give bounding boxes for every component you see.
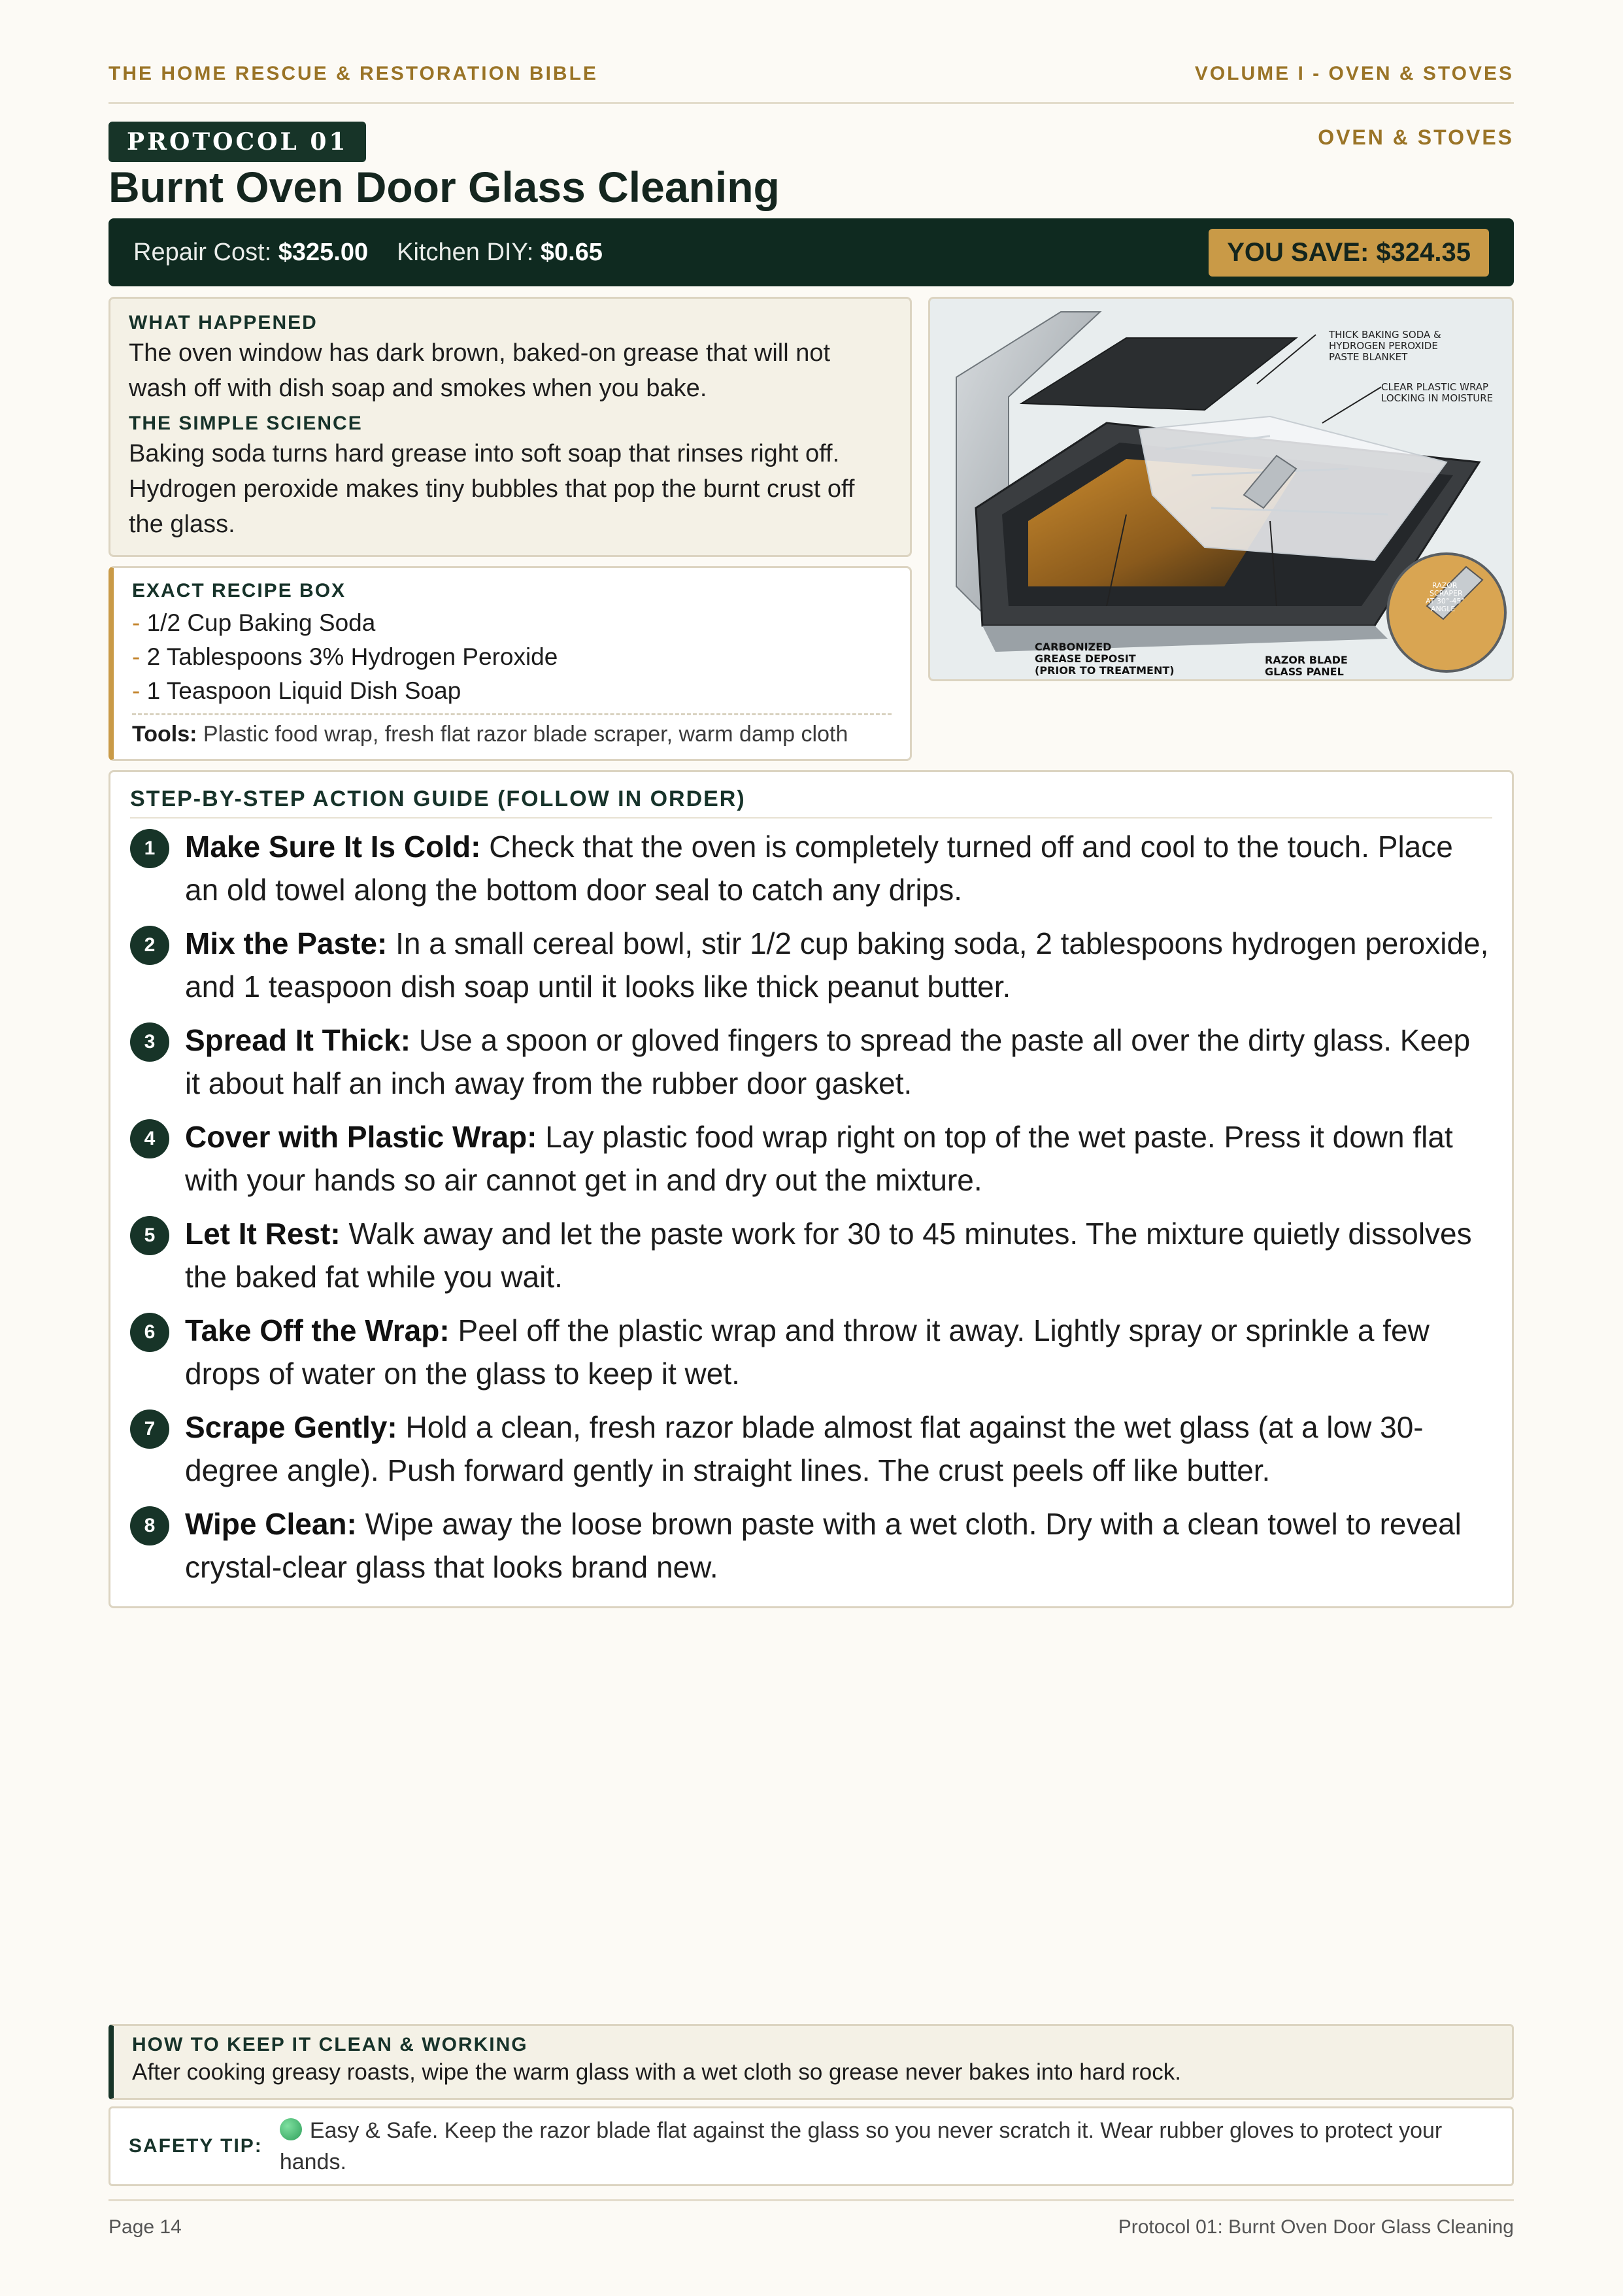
recipe-box xyxy=(109,566,912,761)
step-item xyxy=(130,825,1492,911)
step-title: Scrape Gently: xyxy=(185,1410,397,1444)
step-body xyxy=(185,1115,1492,1202)
step-description: Lay plastic food wrap right on top of the wet paste. Press it down flat with your hands so air cannot get in and dry out the mixture. xyxy=(185,1120,1453,1197)
step-number: 6 xyxy=(130,1313,169,1352)
recipe-item: - 2 Tablespoons 3% Hydrogen Peroxide xyxy=(132,643,558,670)
step-item xyxy=(130,1309,1492,1395)
step-body xyxy=(185,922,1492,1008)
step-number: 4 xyxy=(130,1119,169,1158)
what-happened-heading: WHAT HAPPENED xyxy=(129,312,318,333)
safety-text: Easy & Safe. Keep the razor blade flat against the glass so you never scratch it. Wear rubber gloves to protect your hands. xyxy=(279,2118,1443,2174)
steps-box xyxy=(109,770,1514,1608)
step-title: Let It Rest: xyxy=(185,1217,341,1251)
step-number: 7 xyxy=(130,1410,169,1449)
step-title: Spread It Thick: xyxy=(185,1023,411,1057)
header-divider xyxy=(109,102,1514,104)
step-title: Take Off the Wrap: xyxy=(185,1313,450,1347)
recipe-item: - 1/2 Cup Baking Soda xyxy=(132,609,376,636)
step-body xyxy=(185,1019,1492,1105)
running-header xyxy=(109,63,1514,85)
savings-badge: YOU SAVE: $324.35 xyxy=(1209,229,1489,277)
step-number: 3 xyxy=(130,1022,169,1062)
step-title: Make Sure It Is Cold: xyxy=(185,830,481,864)
steps-heading: STEP-BY-STEP ACTION GUIDE (FOLLOW IN ORDER) xyxy=(130,786,1492,819)
footer-divider xyxy=(109,2199,1514,2201)
safety-box xyxy=(109,2106,1514,2186)
diy-cost xyxy=(397,239,603,267)
oven-door-diagram xyxy=(930,299,1512,679)
safety-body xyxy=(280,2115,1494,2178)
page-footer xyxy=(109,2216,1514,2238)
step-number: 5 xyxy=(130,1216,169,1255)
repair-cost-value: $325.00 xyxy=(278,238,369,266)
repair-cost xyxy=(133,239,368,267)
tools-text: Plastic food wrap, fresh flat razor blade scraper, warm damp cloth xyxy=(203,722,848,747)
oven-door-illustration xyxy=(928,297,1514,681)
label-razor: RAZOR BLADE GLASS PANEL xyxy=(1265,654,1348,678)
step-item xyxy=(130,1115,1492,1202)
step-description: Hold a clean, fresh razor blade almost flat against the wet glass (at a low 30-degree angle). Push forward gently in straight lines. The crust peels off like butter. xyxy=(185,1410,1424,1487)
step-title: Mix the Paste: xyxy=(185,926,388,960)
step-body xyxy=(185,1309,1492,1395)
step-number: 8 xyxy=(130,1506,169,1545)
book-title: THE HOME RESCUE & RESTORATION BIBLE xyxy=(109,63,598,84)
step-item xyxy=(130,1502,1492,1589)
maintenance-heading: HOW TO KEEP IT CLEAN & WORKING xyxy=(132,2034,528,2055)
step-body xyxy=(185,1502,1492,1589)
recipe-item: - 1 Teaspoon Liquid Dish Soap xyxy=(132,677,461,704)
step-description: Walk away and let the paste work for 30 to 45 minutes. The mixture quietly dissolves the baked fat while you wait. xyxy=(185,1217,1472,1294)
maintenance-text: After cooking greasy roasts, wipe the warm glass with a wet cloth so grease never bakes into hard rock. xyxy=(132,2059,1181,2085)
page-number: Page 14 xyxy=(109,2216,182,2238)
diy-cost-label: Kitchen DIY: xyxy=(397,238,534,266)
tools-line xyxy=(132,713,892,749)
page xyxy=(109,0,1514,2296)
label-grease: CARBONIZED GREASE DEPOSIT (PRIOR TO TREATMENT) xyxy=(1035,641,1175,677)
step-description: In a small cereal bowl, stir 1/2 cup baking soda, 2 tablespoons hydrogen peroxide, and 1 teaspoon dish soap until it looks like thick peanut butter. xyxy=(185,926,1489,1004)
volume-label: VOLUME I - OVEN & STOVES xyxy=(1194,63,1514,84)
step-title: Wipe Clean: xyxy=(185,1507,357,1541)
tools-label: Tools: xyxy=(132,722,197,747)
step-title: Cover with Plastic Wrap: xyxy=(185,1120,537,1154)
step-description: Peel off the plastic wrap and throw it away. Lightly spray or sprinkle a few drops of water on the glass to keep it wet. xyxy=(185,1313,1430,1391)
step-body xyxy=(185,1406,1492,1492)
step-item xyxy=(130,1212,1492,1298)
category-label: OVEN & STOVES xyxy=(1318,126,1514,149)
step-number: 1 xyxy=(130,829,169,868)
problem-science-box xyxy=(109,297,912,557)
label-paste: THICK BAKING SODA & HYDROGEN PEROXIDE PASTE BLANKET xyxy=(1329,329,1441,363)
diy-cost-value: $0.65 xyxy=(540,238,603,266)
steps-list xyxy=(130,825,1492,1589)
label-inset: RAZOR SCRAPER AT 30°-45° ANGLE xyxy=(1426,581,1465,613)
recipe-list xyxy=(132,606,892,708)
step-description: Use a spoon or gloved fingers to spread the paste all over the dirty glass. Keep it about half an inch away from the rubber door gasket. xyxy=(185,1023,1471,1100)
protocol-badge: PROTOCOL 01 xyxy=(109,122,366,162)
step-body xyxy=(185,825,1492,911)
simple-science-heading: THE SIMPLE SCIENCE xyxy=(129,413,363,434)
what-happened-text: The oven window has dark brown, baked-on grease that will not wash off with dish soap and smokes when you bake. xyxy=(129,339,831,402)
footer-protocol-ref: Protocol 01: Burnt Oven Door Glass Cleaning xyxy=(1118,2216,1514,2238)
step-description: Wipe away the loose brown paste with a wet cloth. Dry with a clean towel to reveal crystal-clear glass that looks brand new. xyxy=(185,1507,1462,1584)
step-body xyxy=(185,1212,1492,1298)
step-item xyxy=(130,1019,1492,1105)
label-wrap: CLEAR PLASTIC WRAP LOCKING IN MOISTURE xyxy=(1381,381,1494,404)
step-description: Check that the oven is completely turned off and cool to the touch. Place an old towel along the bottom door seal to catch any drips. xyxy=(185,830,1453,907)
safety-label: SAFETY TIP: xyxy=(129,2135,263,2157)
maintenance-box xyxy=(109,2024,1514,2100)
repair-cost-label: Repair Cost: xyxy=(133,238,272,266)
cost-bar xyxy=(109,218,1514,286)
green-dot-icon xyxy=(280,2118,302,2140)
step-item xyxy=(130,922,1492,1008)
page-title: Burnt Oven Door Glass Cleaning xyxy=(109,163,780,211)
simple-science-text: Baking soda turns hard grease into soft soap that rinses right off. Hydrogen peroxide makes tiny bubbles that pop the burnt crust off the glass. xyxy=(129,440,855,538)
step-item xyxy=(130,1406,1492,1492)
recipe-heading: EXACT RECIPE BOX xyxy=(132,580,346,601)
step-number: 2 xyxy=(130,926,169,965)
